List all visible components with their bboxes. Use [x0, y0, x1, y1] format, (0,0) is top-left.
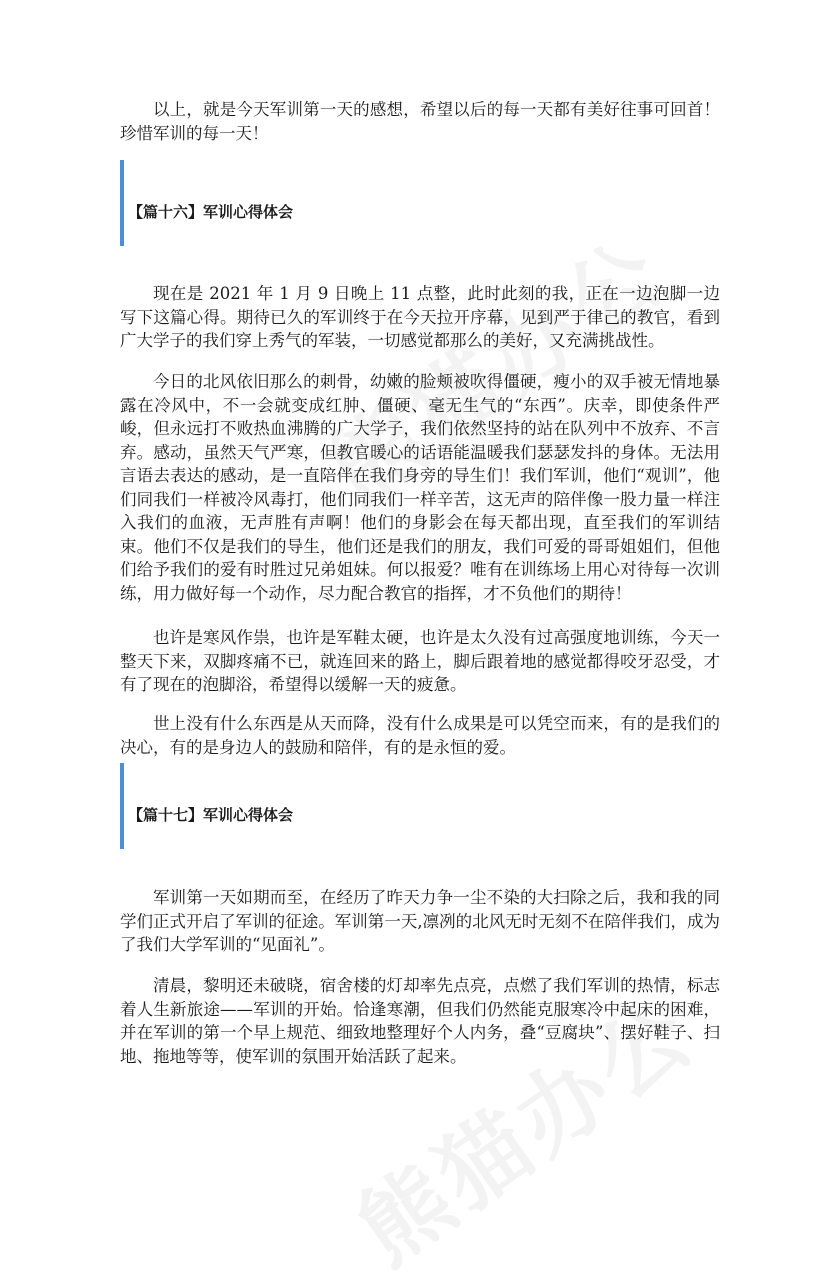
- section-17-paragraph-1: 军训第一天如期而至，在经历了昨天力争一尘不染的大扫除之后，我和我的同学们正式开启了军训的征途。军训第一天,凛冽的北风无时无刻不在陪伴我们，成为了我们大学军训的“见面礼”。: [120, 888, 720, 954]
- section-16-paragraph-4: 世上没有什么东西是从天而降，没有什么成果是可以凭空而来，有的是我们的决心，有的是身边人的鼓励和陪伴，有的是永恒的爱。: [120, 714, 720, 757]
- section-17-paragraph-2: 清晨，黎明还未破晓，宿舍楼的灯却率先点亮，点燃了我们军训的热情，标志着人生新旅途——军训的开始。恰逢寒潮，但我们仍然能克服寒冷中起床的困难，并在军训的第一个早上规范、细致地整理好个人内务，叠“豆腐块”、摆好鞋子、扫地、拖地等等，使军训的氛围开始活跃了起来。: [120, 976, 720, 1066]
- section-accent-bar: [120, 763, 124, 849]
- section-17-header: [120, 763, 720, 849]
- section-16-header: [120, 160, 720, 246]
- section-accent-bar: [120, 160, 124, 246]
- section-16-paragraph-1: 现在是 2021 年 1 月 9 日晚上 11 点整，此时此刻的我，正在一边泡脚一边写下这篇心得。期待已久的军训终于在今天拉开序幕，见到严于律己的教官，看到广大学子的我们穿上秀气的军装，一切感觉都那么的美好，又充满挑战性。: [120, 284, 720, 350]
- section-16-title: 【篇十六】军训心得体会: [128, 203, 294, 221]
- section-16-paragraph-3: 也许是寒风作祟，也许是军鞋太硬，也许是太久没有过高强度地训练，今天一整天下来，双脚疼痛不已，就连回来的路上，脚后跟着地的感觉都得咬牙忍受，才有了现在的泡脚浴，希望得以缓解一天的疲惫。: [120, 628, 720, 694]
- intro-paragraph: 以上，就是今天军训第一天的感想，希望以后的每一天都有美好往事可回首！珍惜军训的每一天！: [120, 100, 720, 143]
- section-16-paragraph-2: 今日的北风依旧那么的刺骨，幼嫩的脸颊被吹得僵硬，瘦小的双手被无情地暴露在冷风中，不一会就变成红肿、僵硬、毫无生气的“东西”。庆幸，即使条件严峻，但永远打不败热血沸腾的广大学子，我们依然坚持的站在队列中不放弃、不言弃。感动，虽然天气严寒，但教官暖心的话语能温暖我们瑟瑟发抖的身体。无法用言语去表达的感动，是一直陪伴在我们身旁的导生们！我们军训，他们“观训”，他们同我们一样被冷风毒打，他们同我们一样辛苦，这无声的陪伴像一股力量一样注入我们的血液，无声胜有声啊！他们的身影会在每天都出现，直至我们的军训结束。他们不仅是我们的导生，他们还是我们的朋友，我们可爱的哥哥姐姐们，但他们给予我们的爱有时胜过兄弟姐妹。何以报爱？唯有在训练场上用心对待每一次训练，用力做好每一个动作，尽力配合教官的指挥，才不负他们的期待！: [120, 372, 720, 603]
- section-17-title: 【篇十七】军训心得体会: [128, 806, 294, 824]
